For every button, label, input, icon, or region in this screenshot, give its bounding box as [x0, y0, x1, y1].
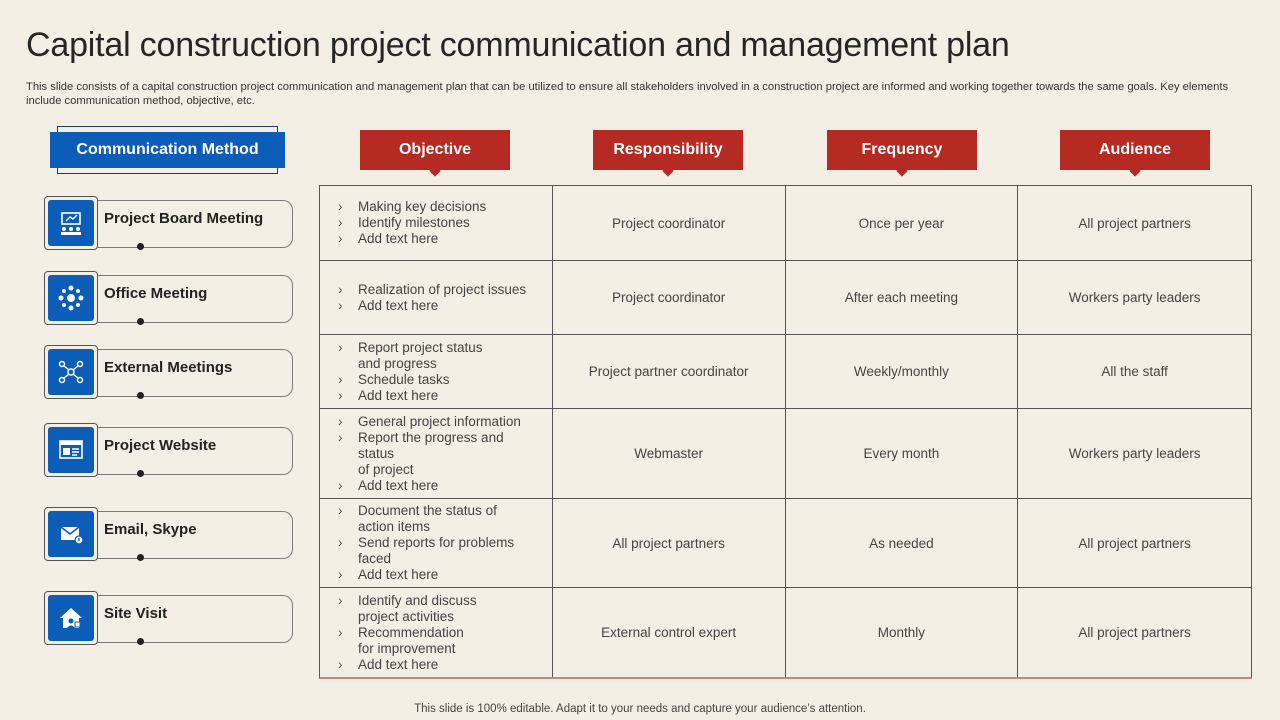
objective-cell: [320, 409, 553, 498]
table-row: [320, 409, 1252, 499]
board-meeting-icon: [48, 200, 94, 246]
office-meeting-icon: [48, 275, 94, 321]
objective-item: › General project information: [338, 414, 521, 430]
responsibility-cell: Webmaster: [553, 409, 786, 498]
method-label: Project Board Meeting: [104, 210, 264, 227]
table-row: [320, 335, 1252, 409]
responsibility-column-header: [593, 130, 743, 170]
page-subtitle: This slide consists of a capital construction project communication and management plan that can be utilized to ensure all stakeholders involved in a construction project are informed and working together towards the same goals. Key elements include communication method, objective, etc.: [26, 81, 1229, 107]
method-column-header: Communication Method: [50, 132, 285, 168]
frequency-cell: Every month: [786, 409, 1019, 498]
table-row: [320, 499, 1252, 588]
objective-item: › Schedule tasks: [338, 372, 483, 388]
objective-item: › Report the progress and status of project: [338, 430, 521, 478]
objective-item: › Identify milestones: [338, 215, 486, 231]
frequency-cell: As needed: [786, 499, 1019, 587]
method-label: External Meetings: [104, 359, 233, 376]
responsibility-cell: Project partner coordinator: [553, 335, 786, 408]
objective-item: › Recommendation for improvement: [338, 625, 477, 657]
table-row: [320, 261, 1252, 335]
objective-cell: [320, 499, 553, 587]
objective-item: › Report project status and progress: [338, 340, 483, 372]
responsibility-cell: Project coordinator: [553, 186, 786, 260]
objective-item: › Add text here: [338, 298, 526, 314]
responsibility-cell: Project coordinator: [553, 261, 786, 334]
objective-item: › Add text here: [338, 657, 477, 673]
objective-item: › Making key decisions: [338, 199, 486, 215]
website-icon: [48, 427, 94, 473]
audience-cell: All project partners: [1018, 186, 1252, 260]
objective-item: › Realization of project issues: [338, 282, 526, 298]
objective-header-label: Objective: [398, 141, 472, 158]
email-icon: [48, 511, 94, 557]
objective-cell: [320, 588, 553, 677]
audience-header-label: Audience: [1098, 141, 1171, 158]
objective-item: › Document the status of action items: [338, 503, 514, 535]
plan-table: [319, 185, 1252, 679]
objective-item: › Send reports for problems faced: [338, 535, 514, 567]
method-label: Email, Skype: [104, 521, 197, 538]
audience-cell: Workers party leaders: [1018, 409, 1252, 498]
method-label: Site Visit: [104, 605, 168, 622]
table-row: [320, 186, 1252, 261]
objective-column-header: [360, 130, 510, 170]
frequency-cell: Weekly/monthly: [786, 335, 1019, 408]
responsibility-cell: All project partners: [553, 499, 786, 587]
audience-cell: All project partners: [1018, 588, 1252, 677]
network-icon: [48, 349, 94, 395]
objective-item: › Add text here: [338, 388, 483, 404]
objective-item: › Add text here: [338, 478, 521, 494]
method-label: Project Website: [104, 437, 217, 454]
responsibility-header-label: Responsibility: [613, 141, 723, 158]
frequency-header-label: Frequency: [861, 141, 943, 158]
objective-item: › Add text here: [338, 231, 486, 247]
objective-cell: [320, 335, 553, 408]
audience-cell: All project partners: [1018, 499, 1252, 587]
objective-cell: [320, 261, 553, 334]
audience-cell: All the staff: [1018, 335, 1252, 408]
audience-cell: Workers party leaders: [1018, 261, 1252, 334]
frequency-cell: Monthly: [786, 588, 1019, 677]
page-title: Capital construction project communication and management plan: [26, 26, 1010, 64]
objective-item: › Add text here: [338, 567, 514, 583]
method-label: Office Meeting: [104, 285, 208, 302]
responsibility-cell: External control expert: [553, 588, 786, 677]
frequency-column-header: [827, 130, 977, 170]
audience-column-header: [1060, 130, 1210, 170]
objective-cell: [320, 186, 553, 260]
footer-note: This slide is 100% editable. Adapt it to your needs and capture your audience’s attention.: [414, 703, 866, 715]
table-row: [320, 588, 1252, 677]
objective-item: › Identify and discuss project activities: [338, 593, 477, 625]
frequency-cell: After each meeting: [786, 261, 1019, 334]
site-visit-icon: [48, 595, 94, 641]
frequency-cell: Once per year: [786, 186, 1019, 260]
